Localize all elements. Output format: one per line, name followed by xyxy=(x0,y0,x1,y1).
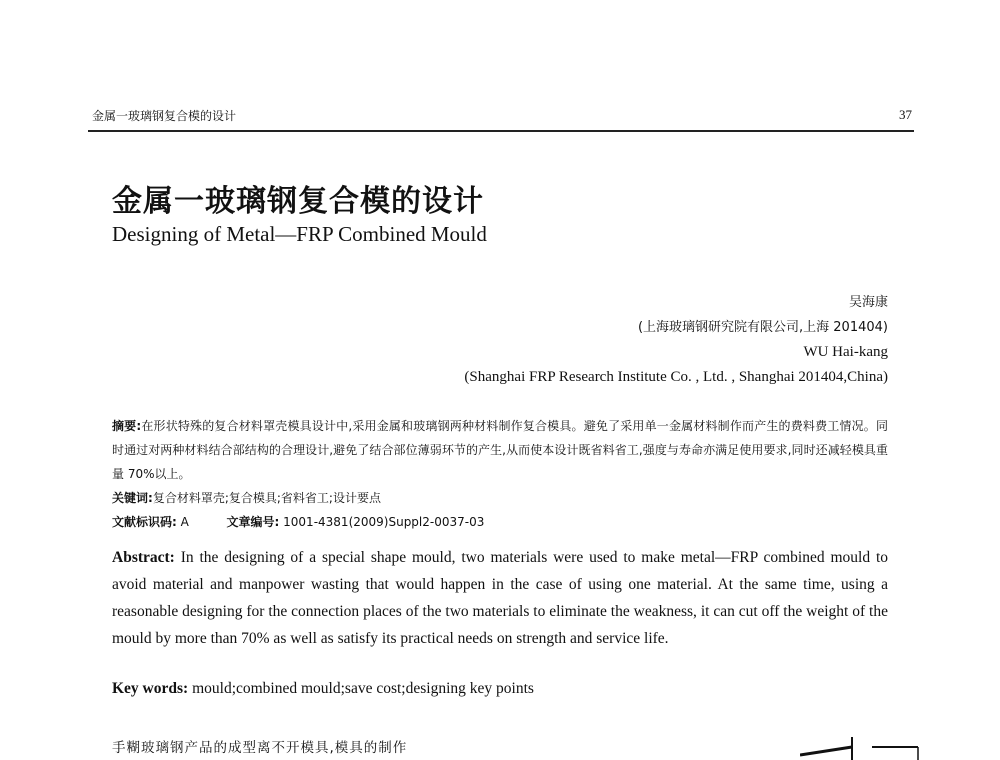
running-head-title: 金属一玻璃钢复合模的设计 xyxy=(92,109,237,123)
doc-code: A xyxy=(180,515,189,529)
article-no-label: 文章编号: xyxy=(226,515,280,529)
article-no: 1001-4381(2009)Suppl2-0037-03 xyxy=(283,515,485,529)
affiliation-en: (Shanghai FRP Research Institute Co. , Ltd. , Shanghai 201404,China) xyxy=(464,369,888,385)
body-first-line: 手糊玻璃钢产品的成型离不开模具,模具的制作 xyxy=(112,740,408,756)
author-block xyxy=(464,290,888,390)
page-number: 37 xyxy=(899,107,912,122)
keywords-en-text: mould;combined mould;save cost;designing key points xyxy=(192,680,534,697)
abstract-en-label: Abstract: xyxy=(112,549,175,566)
abstract-cn-label: 摘要: xyxy=(112,419,142,433)
affiliation-cn: (上海玻璃钢研究院有限公司,上海 201404) xyxy=(637,320,888,335)
keywords-cn-text: 复合材料罩壳;复合模具;省料省工;设计要点 xyxy=(152,491,381,505)
figure-fragment xyxy=(800,733,930,760)
author-name-en: WU Hai-kang xyxy=(803,344,888,360)
keywords-en-label: Key words: xyxy=(112,680,189,697)
abstract-cn xyxy=(112,414,888,534)
classification-line xyxy=(112,510,888,534)
abstract-en xyxy=(112,544,888,652)
author-name-cn: 吴海康 xyxy=(848,295,888,310)
keywords-cn xyxy=(112,486,888,510)
figure-line xyxy=(800,747,852,755)
paper-title-en: Designing of Metal—FRP Combined Mould xyxy=(112,222,487,246)
header-rule xyxy=(88,130,914,132)
abstract-cn-text: 在形状特殊的复合材料罩壳模具设计中,采用金属和玻璃钢两种材料制作复合模具。避免了采用单一金属材料制作而产生的费料费工情况。同时通过对两种材料结合部结构的合理设计,避免了结合部位薄弱环节的产生,从而使本设计既省料省工,强度与寿命亦满足使用要求,同时还减轻模具重量 70%以上。 xyxy=(112,419,888,481)
doc-code-label: 文献标识码: xyxy=(112,515,177,529)
paper-title-cn: 金属一玻璃钢复合模的设计 xyxy=(112,184,484,219)
running-head xyxy=(92,105,912,127)
abstract-cn-paragraph xyxy=(112,414,888,486)
keywords-en xyxy=(112,680,888,698)
abstract-en-text: In the designing of a special shape mould, two materials were used to make metal—FRP combined mould to avoid material and manpower wasting that would happen in the case of using one material. At the same time, using a reasonable designing for the connection places of the two materials to eliminate the weakness, it can cut off the weight of the mould by more than 70% as well as satisfy its practical needs on strength and service life. xyxy=(112,549,889,647)
keywords-cn-label: 关键词: xyxy=(112,491,153,505)
